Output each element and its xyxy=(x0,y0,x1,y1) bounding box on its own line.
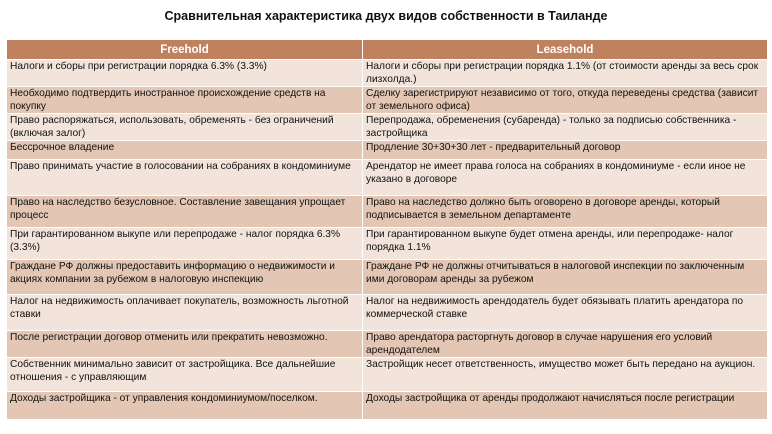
leasehold-cell: При гарантированном выкупе будет отмена аренды, или перепродаже- налог порядка 1.1% xyxy=(363,228,768,260)
freehold-cell: Право принимать участие в голосовании на собраниях в кондоминиуме xyxy=(7,160,363,196)
table-row xyxy=(7,114,768,141)
comparison-table xyxy=(6,39,768,420)
freehold-cell: Бессрочное владение xyxy=(7,141,363,160)
leasehold-cell: Налог на недвижимость арендодатель будет обязывать платить арендатора по коммерческой ставке xyxy=(363,295,768,331)
leasehold-cell: Налоги и сборы при регистрации порядка 1.1% (от стоимости аренды за весь срок лизхолда.) xyxy=(363,60,768,87)
table-row xyxy=(7,196,768,228)
table-header-row xyxy=(7,40,768,60)
table-row xyxy=(7,260,768,295)
leasehold-cell: Перепродажа, обременения (субаренда) - только за подписью собственника - застройщика xyxy=(363,114,768,141)
leasehold-cell: Сделку зарегистрируют независимо от того, откуда переведены средства (зависит от земельного офиса) xyxy=(363,87,768,114)
freehold-cell: Граждане РФ должны предоставить информацию о недвижимости и акциях компании за рубежом в налоговую инспекцию xyxy=(7,260,363,295)
table-row xyxy=(7,331,768,358)
column-header-freehold: Freehold xyxy=(7,40,363,60)
table-row xyxy=(7,295,768,331)
leasehold-cell: Арендатор не имеет права голоса на собраниях в кондоминиуме - если иное не указано в договоре xyxy=(363,160,768,196)
freehold-cell: При гарантированном выкупе или перепродаже - налог порядка 6.3% (3.3%) xyxy=(7,228,363,260)
leasehold-cell: Продление 30+30+30 лет - предварительный договор xyxy=(363,141,768,160)
freehold-cell: Необходимо подтвердить иностранное происхождение средств на покупку xyxy=(7,87,363,114)
table-row xyxy=(7,358,768,392)
column-header-leasehold: Leasehold xyxy=(363,40,768,60)
leasehold-cell: Доходы застройщика от аренды продолжают начисляться после регистрации xyxy=(363,392,768,420)
freehold-cell: Право распоряжаться, использовать, обременять - без ограничений (включая залог) xyxy=(7,114,363,141)
leasehold-cell: Право на наследство должно быть оговорено в договоре аренды, который подписывается в земельном департаменте xyxy=(363,196,768,228)
table-row xyxy=(7,60,768,87)
page-title: Сравнительная характеристика двух видов собственности в Таиланде xyxy=(164,9,608,23)
table-row xyxy=(7,141,768,160)
freehold-cell: Налоги и сборы при регистрации порядка 6.3% (3.3%) xyxy=(7,60,363,87)
leasehold-cell: Граждане РФ не должны отчитываться в налоговой инспекции по заключенным ими договорам аренды за рубежом xyxy=(363,260,768,295)
freehold-cell: Право на наследство безусловное. Составление завещания упрощает процесс xyxy=(7,196,363,228)
table-row xyxy=(7,228,768,260)
table-row xyxy=(7,87,768,114)
freehold-cell: После регистрации договор отменить или прекратить невозможно. xyxy=(7,331,363,358)
leasehold-cell: Застройщик несет ответственность, имущество может быть передано на аукцион. xyxy=(363,358,768,392)
leasehold-cell: Право арендатора расторгнуть договор в случае нарушения его условий арендодателем xyxy=(363,331,768,358)
freehold-cell: Доходы застройщика - от управления кондоминиумом/поселком. xyxy=(7,392,363,420)
freehold-cell: Собственник минимально зависит от застройщика. Все дальнейшие отношения - с управляющим xyxy=(7,358,363,392)
table-row xyxy=(7,160,768,196)
freehold-cell: Налог на недвижимость оплачивает покупатель, возможность льготной ставки xyxy=(7,295,363,331)
table-row xyxy=(7,392,768,420)
